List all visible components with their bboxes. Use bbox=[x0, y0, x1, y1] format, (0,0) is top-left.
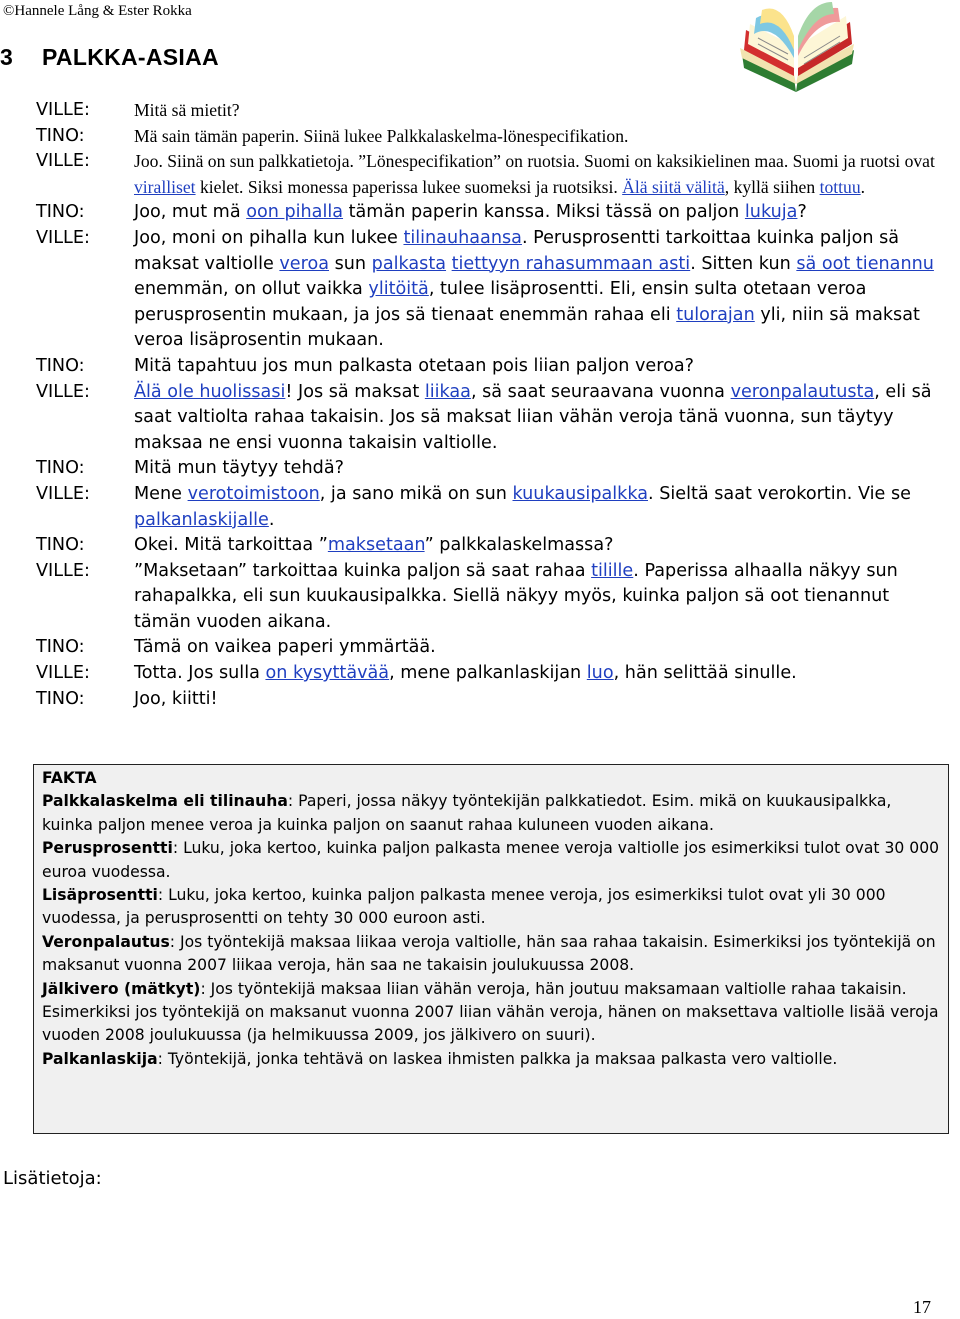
text-run: , eli sä saat valtiolta rahaa takaisin. Jos sä maksat liian vähän veroja tänä vuonna, sun täytyy maksaa ne ensi vuonna takaisin valtiolle. bbox=[134, 381, 932, 453]
speaker-label: VILLE: bbox=[36, 100, 90, 120]
dialogue-text bbox=[134, 533, 946, 559]
fakta-title: FAKTA bbox=[42, 769, 97, 787]
speaker-label: VILLE: bbox=[36, 483, 90, 504]
vocabulary-link[interactable]: oon pihalla bbox=[246, 202, 344, 223]
page-number: 17 bbox=[913, 1297, 931, 1317]
text-run: , tulee lisäprosentti. Eli, ensin sulta otetaan veroa perusprosentin mukaan, ja jos sä tienaat enemmän rahaa eli bbox=[134, 279, 867, 325]
speaker-label: VILLE: bbox=[36, 381, 90, 402]
vocabulary-link[interactable]: on kysyttävää bbox=[265, 663, 390, 684]
fakta-term: Perusprosentti bbox=[42, 839, 173, 858]
vocabulary-link[interactable]: veroa bbox=[279, 253, 330, 274]
text-run: Mene bbox=[134, 483, 188, 504]
fakta-separator: : bbox=[172, 839, 179, 858]
dialogue-text bbox=[134, 380, 946, 457]
fakta-separator: : bbox=[200, 979, 206, 998]
chapter-number: 3 bbox=[0, 44, 14, 70]
text-run: Okei. Mitä tarkoittaa ” bbox=[134, 535, 328, 556]
dialogue-text bbox=[134, 661, 946, 687]
dialogue-text bbox=[134, 482, 946, 533]
text-run: Joo. Siinä on sun palkkatietoja. ”Lönespecifikation” on ruotsia. Suomi on kaksikielinen maa. Suomi ja ruotsi ovat bbox=[134, 151, 935, 172]
chapter-title: PALKKA-ASIAA bbox=[42, 44, 219, 70]
text-run: Tämä on vaikea paperi ymmärtää. bbox=[134, 637, 436, 658]
dialogue-line bbox=[36, 456, 946, 482]
text-run: Mitä mun täytyy tehdä? bbox=[134, 458, 344, 479]
fakta-separator: : bbox=[157, 1049, 163, 1068]
speaker-label: TINO: bbox=[36, 637, 85, 658]
fakta-term: Palkkalaskelma eli tilinauha bbox=[42, 792, 288, 811]
text-run: . bbox=[860, 176, 866, 197]
fakta-term: Jälkivero (mätkyt) bbox=[42, 979, 201, 998]
fakta-definition: Jos työntekijä maksaa liian vähän veroja, hän joutuu maksamaan valtiolle rahaa takaisin. Esimerkiksi jos työntekijä on maksanut vuonna 2007 liian vähän veroja, hänen on maksettava valtiolle lisää veroja vuoden 2008 joulukuussa (ja helmikuussa 2009, jos jälkivero on suuri). bbox=[42, 979, 939, 1045]
text-run: Mitä tapahtuu jos mun palkasta otetaan pois liian paljon veroa? bbox=[134, 355, 694, 376]
vocabulary-link[interactable]: Älä ole huolissasi bbox=[134, 381, 286, 402]
dialogue-text bbox=[134, 98, 946, 124]
speaker-label: TINO: bbox=[36, 688, 85, 709]
dialogue-line bbox=[36, 482, 946, 533]
text-run: yli, niin sä maksat veroa lisäprosentin mukaan. bbox=[134, 304, 920, 351]
dialogue-line bbox=[36, 635, 946, 661]
vocabulary-link[interactable]: verotoimistoon bbox=[187, 483, 320, 504]
text-run: ”Maksetaan” tarkoittaa kuinka paljon sä saat rahaa bbox=[134, 560, 592, 581]
dialogue-text bbox=[134, 149, 946, 200]
text-run: enemmän, on ollut vaikka bbox=[134, 279, 369, 300]
vocabulary-link[interactable]: tulorajan bbox=[676, 304, 755, 325]
vocabulary-link[interactable]: luo bbox=[586, 663, 614, 684]
text-run: ! Jos sä maksat bbox=[285, 381, 425, 402]
vocabulary-link[interactable]: veronpalautusta bbox=[730, 381, 875, 402]
speaker-label: TINO: bbox=[36, 458, 85, 479]
dialogue-text bbox=[134, 559, 946, 636]
dialogue-line bbox=[36, 124, 946, 150]
fakta-definition: Luku, joka kertoo, kuinka paljon palkasta menee veroja valtiolle jos esimerkiksi tulot ovat 30 000 euroa vuodessa. bbox=[42, 839, 940, 881]
fakta-box bbox=[33, 764, 949, 1134]
dialogue-line bbox=[36, 354, 946, 380]
speaker-label: TINO: bbox=[36, 202, 85, 223]
text-run: tämän paperin kanssa. Miksi tässä on paljon bbox=[343, 202, 745, 223]
vocabulary-link[interactable]: ylitöitä bbox=[368, 279, 429, 300]
text-run: . bbox=[268, 509, 275, 530]
dialogue bbox=[36, 98, 946, 712]
speaker-label: TINO: bbox=[36, 355, 85, 376]
speaker-label: VILLE: bbox=[36, 227, 90, 248]
text-run: . Perusprosentti tarkoittaa kuinka paljon sä maksat valtiolle bbox=[134, 227, 900, 274]
fakta-separator: : bbox=[157, 886, 164, 905]
vocabulary-link[interactable]: Älä siitä välitä bbox=[622, 176, 725, 197]
fakta-entry bbox=[42, 978, 942, 1048]
vocabulary-link[interactable]: tottuu bbox=[819, 176, 861, 197]
text-run: ? bbox=[797, 202, 807, 223]
text-run: . Paperissa alhaalla näkyy sun rahapalkka, eli sun kuukausipalkka. Siellä näkyy myös, kuinka paljon sä oot tienannut tämän vuoden aikana. bbox=[134, 560, 898, 632]
dialogue-line bbox=[36, 380, 946, 457]
vocabulary-link[interactable]: kuukausipalkka bbox=[512, 483, 649, 504]
dialogue-text bbox=[134, 687, 946, 713]
vocabulary-link[interactable]: liikaa bbox=[424, 381, 471, 402]
text-run: sun bbox=[329, 253, 372, 274]
fakta-definition: Työntekijä, jonka tehtävä on laskea ihmisten palkka ja maksaa palkasta vero valtiolle. bbox=[162, 1049, 838, 1068]
dialogue-line bbox=[36, 559, 946, 636]
vocabulary-link[interactable]: sä oot tienannu bbox=[796, 253, 934, 274]
dialogue-line bbox=[36, 200, 946, 226]
dialogue-line bbox=[36, 149, 946, 200]
speaker-label: VILLE: bbox=[36, 151, 90, 172]
vocabulary-link[interactable]: palkasta bbox=[371, 253, 447, 274]
fakta-term: Veronpalautus bbox=[42, 932, 170, 951]
fakta-definition: Paperi, jossa näkyy työntekijän palkkatiedot. Esim. mikä on kuukausipalkka, kuinka paljon menee veroa ja kuinka paljon on saanut rahaa kuluneen vuoden aikana. bbox=[42, 792, 892, 834]
text-run: Mä sain tämän paperin. Siinä lukee Palkkalaskelma-lönespecifikation. bbox=[134, 125, 629, 146]
text-run: Joo, mut mä bbox=[134, 202, 247, 223]
text-run: , mene palkanlaskijan bbox=[389, 663, 587, 684]
vocabulary-link[interactable]: lukuja bbox=[744, 202, 798, 223]
chapter-heading bbox=[0, 44, 219, 71]
fakta-term: Palkanlaskija bbox=[42, 1049, 158, 1068]
fakta-separator: : bbox=[287, 792, 294, 811]
text-run: Mitä sä mietit? bbox=[134, 100, 240, 120]
additional-info-label: Lisätietoja: bbox=[3, 1168, 102, 1189]
text-run: , sä saat seuraavana vuonna bbox=[470, 381, 731, 402]
text-run: ” palkkalaskelmassa? bbox=[424, 535, 614, 556]
vocabulary-link[interactable]: viralliset bbox=[134, 176, 196, 197]
text-run: Joo, moni on pihalla kun lukee bbox=[134, 227, 404, 248]
dialogue-line bbox=[36, 661, 946, 687]
copyright-notice: ©Hannele Lång & Ester Rokka bbox=[3, 3, 192, 19]
fakta-entry bbox=[42, 837, 942, 884]
vocabulary-link[interactable]: maksetaan bbox=[327, 535, 425, 556]
dialogue-line bbox=[36, 533, 946, 559]
fakta-entries bbox=[42, 790, 942, 1071]
dialogue-text bbox=[134, 456, 946, 482]
dialogue-line bbox=[36, 687, 946, 713]
speaker-label: VILLE: bbox=[36, 663, 90, 684]
vocabulary-link[interactable]: palkanlaskijalle bbox=[134, 509, 269, 530]
dialogue-text bbox=[134, 226, 946, 354]
text-run: Joo, kiitti! bbox=[134, 688, 218, 709]
fakta-entry bbox=[42, 931, 942, 978]
open-book-icon bbox=[736, 2, 858, 94]
vocabulary-link[interactable]: tilinauhaansa bbox=[403, 227, 522, 248]
text-run: Totta. Jos sulla bbox=[134, 663, 266, 684]
text-run: . Sieltä saat verokortin. Vie se bbox=[648, 483, 911, 504]
speaker-label: TINO: bbox=[36, 535, 85, 556]
text-run: kielet. Siksi monessa paperissa lukee suomeksi ja ruotsiksi. bbox=[195, 176, 623, 197]
fakta-entry bbox=[42, 1048, 942, 1071]
fakta-definition: Luku, joka kertoo, kuinka paljon palkasta menee veroja, jos esimerkiksi tulot ovat yli 30 000 vuodessa, ja perusprosentti on tehty 30 000 euroon asti. bbox=[42, 886, 886, 928]
text-run: , ja sano mikä on sun bbox=[319, 483, 513, 504]
fakta-term: Lisäprosentti bbox=[42, 886, 158, 905]
text-run: , kyllä siihen bbox=[724, 176, 820, 197]
fakta-entry bbox=[42, 790, 942, 837]
dialogue-line bbox=[36, 226, 946, 354]
dialogue-text bbox=[134, 200, 946, 226]
dialogue-line bbox=[36, 98, 946, 124]
text-run: , hän selittää sinulle. bbox=[613, 663, 797, 684]
dialogue-text bbox=[134, 124, 946, 150]
text-run: . Sitten kun bbox=[690, 253, 797, 274]
dialogue-text bbox=[134, 635, 946, 661]
vocabulary-link[interactable]: tilille bbox=[591, 560, 634, 581]
speaker-label: VILLE: bbox=[36, 560, 90, 581]
vocabulary-link[interactable]: tiettyyn rahasummaan asti bbox=[451, 253, 691, 274]
fakta-separator: : bbox=[169, 932, 176, 951]
fakta-definition: Jos työntekijä maksaa liikaa veroja valtiolle, hän saa rahaa takaisin. Esimerkiksi jos työntekijä on maksanut vuonna 2007 liikaa veroja, hän saa ne takaisin joulukuussa 2008. bbox=[42, 932, 936, 975]
fakta-entry bbox=[42, 884, 942, 931]
speaker-label: TINO: bbox=[36, 125, 85, 146]
dialogue-text bbox=[134, 354, 946, 380]
